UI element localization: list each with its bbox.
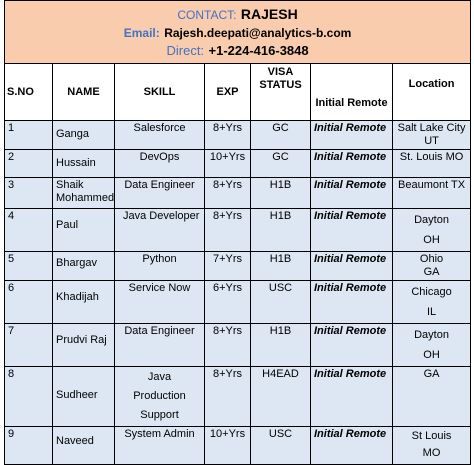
cell-sno: 8 (5, 367, 53, 427)
cell-location: St. Louis MO (393, 150, 471, 178)
header-name: NAME (53, 64, 115, 121)
email-label: Email: (123, 25, 160, 40)
cell-exp: 8+Yrs (205, 367, 251, 427)
table-row (5, 281, 471, 324)
cell-skill: DevOps (115, 150, 205, 178)
header-visa-line1: VISA (267, 66, 294, 78)
cell-name: Prudvi Raj (53, 324, 115, 367)
cell-visa: H1B (251, 209, 311, 252)
cell-remote: Initial Remote (311, 209, 393, 252)
cell-name: Ganga (53, 121, 115, 150)
cell-remote: Initial Remote (311, 427, 393, 465)
cell-sno: 6 (5, 281, 53, 324)
table-row (5, 324, 471, 367)
cell-visa: H4EAD (251, 367, 311, 427)
header-visa (251, 64, 311, 121)
direct-label: Direct: (166, 42, 205, 58)
cell-location: Beaumont TX (393, 178, 471, 209)
cell-exp: 8+Yrs (205, 209, 251, 252)
header-sno: S.NO (5, 64, 53, 121)
cell-location: Dayton OH (393, 209, 471, 252)
contact-line (5, 6, 470, 24)
cell-sno: 4 (5, 209, 53, 252)
table-row (5, 367, 471, 427)
cell-visa: USC (251, 281, 311, 324)
header-location: Location (393, 64, 471, 121)
cell-visa: GC (251, 150, 311, 178)
cell-visa: H1B (251, 252, 311, 281)
header-row (5, 64, 471, 121)
cell-exp: 8+Yrs (205, 121, 251, 150)
cell-sno: 7 (5, 324, 53, 367)
contact-label: CONTACT: (177, 7, 237, 22)
cell-name: Khadijah (53, 281, 115, 324)
cell-name: Bhargav (53, 252, 115, 281)
cell-skill: Data Engineer (115, 178, 205, 209)
cell-location: Dayton OH (393, 324, 471, 367)
cell-visa: USC (251, 427, 311, 465)
cell-exp: 10+Yrs (205, 150, 251, 178)
cell-skill: System Admin (115, 427, 205, 465)
cell-visa: H1B (251, 324, 311, 367)
email-line (5, 24, 470, 42)
cell-skill: Python (115, 252, 205, 281)
table-row (5, 178, 471, 209)
cell-name: Sudheer (53, 367, 115, 427)
cell-exp: 8+Yrs (205, 324, 251, 367)
cell-remote: Initial Remote (311, 281, 393, 324)
cell-exp: 6+Yrs (205, 281, 251, 324)
table-row (5, 121, 471, 150)
cell-sno: 1 (5, 121, 53, 150)
header-skill: SKILL (115, 64, 205, 121)
cell-location: Chicago IL (393, 281, 471, 324)
cell-remote: Initial Remote (311, 252, 393, 281)
cell-name: Hussain (53, 150, 115, 178)
cell-remote: Initial Remote (311, 367, 393, 427)
header-visa-line2: STATUS (259, 79, 302, 91)
contact-name: RAJESH (240, 5, 298, 22)
cell-location: Salt Lake City UT (393, 121, 471, 150)
cell-location: Ohio GA (393, 252, 471, 281)
table-row (5, 252, 471, 281)
contact-banner (5, 1, 471, 64)
cell-sno: 9 (5, 427, 53, 465)
cell-name: Shaik Mohammed (53, 178, 115, 209)
cell-skill: Java Developer (115, 209, 205, 252)
cell-remote: Initial Remote (311, 178, 393, 209)
table-row (5, 150, 471, 178)
cell-exp: 10+Yrs (205, 427, 251, 465)
cell-sno: 5 (5, 252, 53, 281)
cell-skill: Java Production Support (115, 367, 205, 427)
cell-skill: Salesforce (115, 121, 205, 150)
cell-visa: GC (251, 121, 311, 150)
table-row (5, 209, 471, 252)
email-link[interactable]: Rajesh.deepati@analytics-b.com (164, 25, 352, 40)
bench-sheet (4, 0, 470, 465)
cell-remote: Initial Remote (311, 150, 393, 178)
cell-remote: Initial Remote (311, 324, 393, 367)
cell-remote: Initial Remote (311, 121, 393, 150)
cell-location: GA (393, 367, 471, 427)
cell-sno: 3 (5, 178, 53, 209)
direct-line (5, 42, 470, 59)
bench-table (4, 0, 471, 465)
cell-exp: 8+Yrs (205, 178, 251, 209)
cell-skill: Service Now (115, 281, 205, 324)
cell-sno: 2 (5, 150, 53, 178)
direct-phone: +1-224-416-3848 (208, 42, 309, 58)
cell-exp: 7+Yrs (205, 252, 251, 281)
cell-skill: Data Engineer (115, 324, 205, 367)
table-row (5, 427, 471, 465)
cell-name: Paul (53, 209, 115, 252)
cell-name: Naveed (53, 427, 115, 465)
cell-location: St Louis MO (393, 427, 471, 465)
cell-visa: H1B (251, 178, 311, 209)
header-exp: EXP (205, 64, 251, 121)
header-remote: Initial Remote (311, 64, 393, 121)
